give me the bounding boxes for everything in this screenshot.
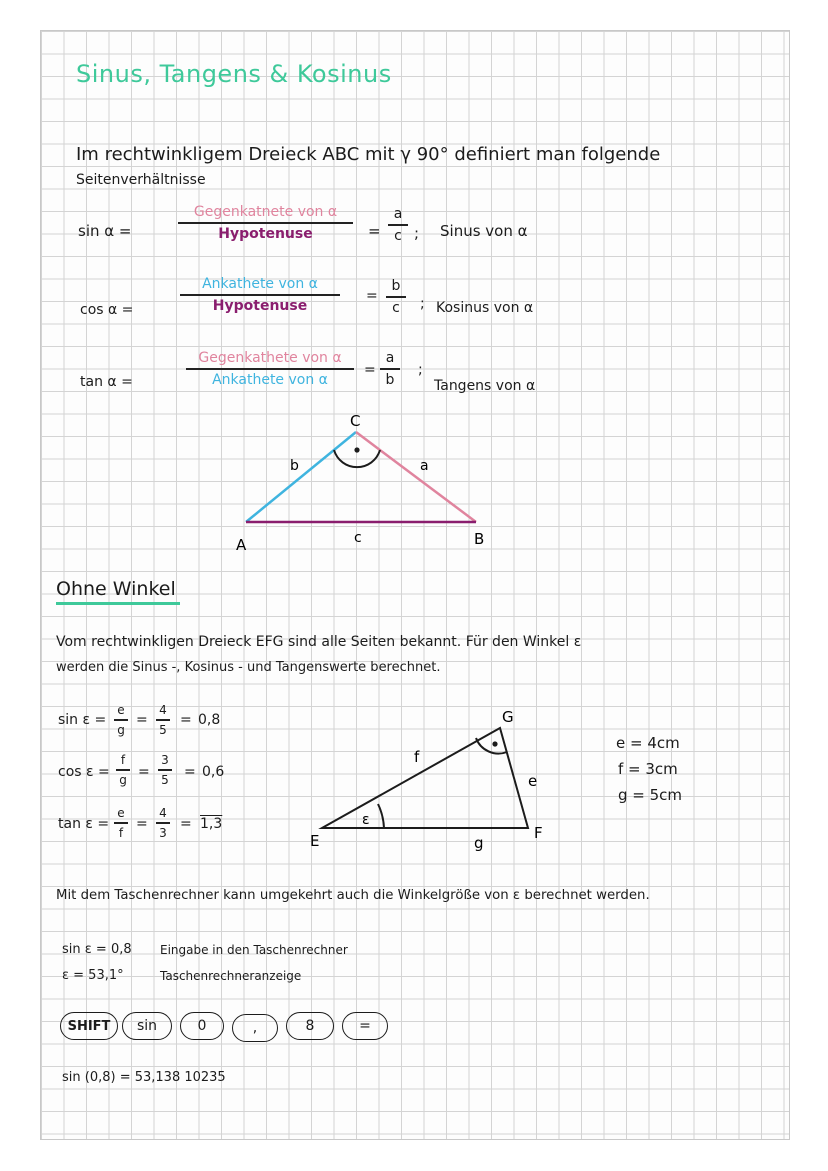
side-label-g: g	[474, 834, 484, 852]
value-g: g = 5cm	[618, 786, 683, 804]
epsilon-angle-arc	[378, 804, 384, 828]
tan-epsilon-result: 1,3	[200, 816, 223, 832]
section3-text: Mit dem Taschenrechner kann umgekehrt auch die Winkelgröße von ε berechnet werden.	[56, 888, 650, 903]
sin-description: Sinus von α	[440, 222, 528, 240]
tan-label: tan α =	[80, 374, 133, 390]
tan-denominator: Ankathete von α	[212, 371, 328, 388]
page-title: Sinus, Tangens & Kosinus	[76, 60, 392, 88]
vertex-b: B	[474, 530, 485, 548]
section2-text-1: Vom rechtwinkligen Dreieck EFG sind alle Seiten bekannt. Für den Winkel ε	[56, 634, 582, 650]
tan-description: Tangens von α	[434, 378, 536, 394]
value-e: e = 4cm	[616, 734, 680, 752]
side-label-e: e	[528, 772, 538, 790]
value-f: f = 3cm	[618, 760, 678, 778]
cos-short-fraction: b c	[386, 278, 406, 316]
fraction-bar	[178, 222, 353, 224]
equals-sign: =	[368, 222, 381, 240]
side-label-b: b	[290, 458, 299, 474]
cos-numerator: Ankathete von α	[202, 276, 318, 292]
sin-fraction	[178, 204, 353, 242]
cos-denominator: Hypotenuse	[212, 297, 308, 314]
cos-epsilon-result: 0,6	[202, 764, 225, 780]
key-comma: ,	[232, 1014, 278, 1042]
vertex-e: E	[310, 832, 320, 850]
right-angle-dot-g	[492, 741, 497, 746]
calc-result: sin (0,8) = 53,138 10235	[62, 1070, 226, 1085]
tan-short-fraction: a b	[380, 350, 400, 388]
sin-label: sin α =	[78, 222, 132, 240]
sin-epsilon-result: 0,8	[198, 712, 221, 728]
right-angle-dot	[354, 447, 359, 452]
side-a-line	[356, 432, 476, 522]
key-zero: 0	[180, 1012, 224, 1040]
intro-line-1: Im rechtwinkligem Dreieck ABC mit γ 90° definiert man folgende	[76, 144, 661, 165]
side-b-line	[246, 432, 356, 522]
sin-denominator: Hypotenuse	[218, 225, 313, 242]
sin-short-fraction: a c	[388, 206, 408, 244]
key-sin: sin	[122, 1012, 172, 1040]
key-eight: 8	[286, 1012, 334, 1040]
vertex-g: G	[502, 708, 514, 726]
cos-fraction	[180, 276, 340, 314]
epsilon-label: ε	[362, 812, 370, 828]
calc-line-2-formula: ε = 53,1°	[62, 968, 124, 983]
calc-line-1-note: Eingabe in den Taschenrechner	[160, 943, 348, 957]
triangle-abc-diagram	[230, 410, 510, 560]
section2-text-2: werden die Sinus -, Kosinus - und Tangenswerte berechnet.	[56, 660, 441, 675]
calc-line-1-formula: sin ε = 0,8	[62, 942, 132, 957]
separator: ;	[414, 224, 420, 242]
tan-numerator: Gegenkathete von α	[198, 350, 342, 366]
sin-numerator: Gegenkatnete von α	[193, 204, 338, 220]
key-equals: =	[342, 1012, 388, 1040]
intro-line-2: Seitenverhältnisse	[76, 172, 206, 188]
side-label-f: f	[414, 748, 420, 766]
tan-fraction	[186, 350, 354, 388]
right-angle-arc-g	[476, 738, 507, 754]
vertex-f: F	[534, 824, 543, 842]
vertex-c: C	[350, 412, 361, 430]
side-label-a: a	[420, 458, 429, 474]
side-label-c: c	[354, 530, 362, 546]
calc-line-2-note: Taschenrechneranzeige	[160, 969, 302, 983]
section-title-underline	[56, 602, 180, 605]
cos-description: Kosinus von α	[436, 300, 534, 316]
vertex-a: A	[236, 536, 247, 554]
section-ohne-winkel-title: Ohne Winkel	[56, 578, 176, 600]
key-shift: SHIFT	[60, 1012, 118, 1040]
triangle-efg-diagram	[300, 700, 580, 860]
cos-label: cos α =	[80, 302, 134, 318]
